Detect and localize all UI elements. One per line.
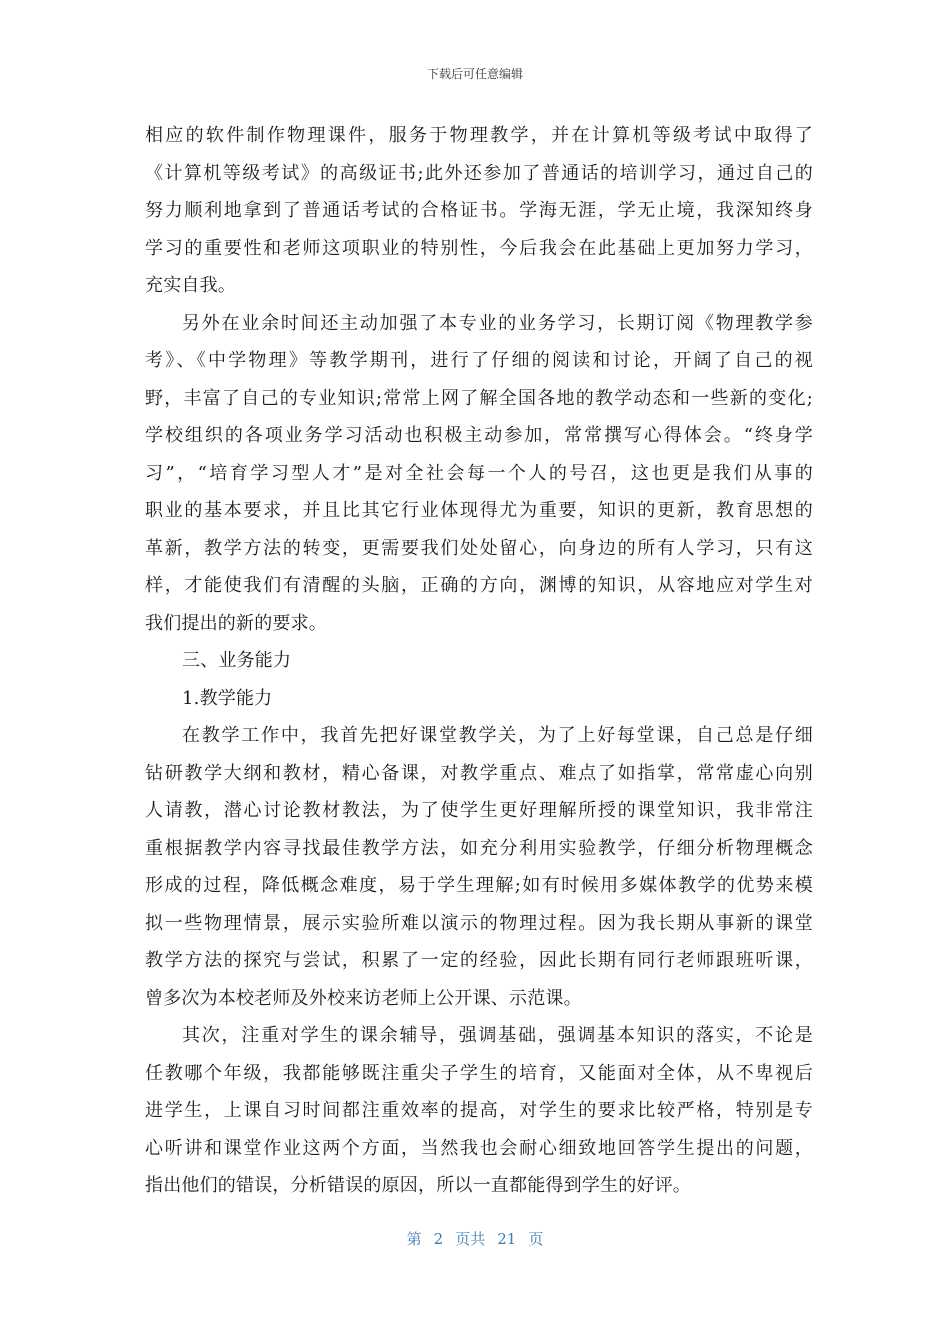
text-line: 指出他们的错误，分析错误的原因，所以一直都能得到学生的好评。 bbox=[145, 1175, 691, 1196]
text-line: 习”，“培育学习型人才”是对全社会每一个人的号召，这也更是我们从事的 bbox=[145, 462, 813, 484]
text-line: 《计算机等级考试》的高级证书;此外还参加了普通话的培训学习，通过自己的 bbox=[145, 162, 813, 184]
text-line: 人请教，潜心讨论教材教法，为了使学生更好理解所授的课堂知识，我非常注 bbox=[145, 800, 813, 821]
text-line: 我们提出的新的要求。 bbox=[145, 612, 327, 634]
footer-suffix: 页 bbox=[528, 1230, 544, 1248]
text-line: 学校组织的各项业务学习活动也积极主动参加，常常撰写心得体会。“终身学 bbox=[145, 425, 813, 446]
text-line: 革新，教学方法的转变，更需要我们处处留心，向身边的所有人学习，只有这 bbox=[145, 537, 813, 559]
text-line: 1.教学能力 bbox=[182, 687, 273, 709]
text-line: 样，才能使我们有清醒的头脑，正确的方向，渊博的知识，从容地应对学生对 bbox=[145, 575, 813, 596]
text-line: 心听讲和课堂作业这两个方面，当然我也会耐心细致地回答学生提出的问题， bbox=[145, 1137, 813, 1159]
text-line: 钻研教学大纲和教材，精心备课，对教学重点、难点了如指掌，常常虚心向别 bbox=[145, 762, 813, 784]
text-line: 三、业务能力 bbox=[182, 650, 292, 671]
text-line: 曾多次为本校老师及外校来访老师上公开课、示范课。 bbox=[145, 987, 582, 1009]
text-line: 其次，注重对学生的课余辅导，强调基础，强调基本知识的落实，不论是 bbox=[182, 1025, 813, 1046]
footer-prefix: 第 bbox=[406, 1230, 422, 1248]
text-line: 教学方法的探究与尝试，积累了一定的经验，因此长期有同行老师跟班听课， bbox=[145, 950, 813, 971]
text-line: 学习的重要性和老师这项职业的特别性，今后我会在此基础上更加努力学习， bbox=[145, 237, 813, 259]
text-line: 考》、《中学物理》等教学期刊，进行了仔细的阅读和讨论，开阔了自己的视 bbox=[145, 350, 813, 371]
page-header: 下载后可任意编辑 bbox=[426, 67, 523, 81]
text-line: 努力顺利地拿到了普通话考试的合格证书。学海无涯，学无止境，我深知终身 bbox=[145, 200, 813, 221]
text-line: 职业的基本要求，并且比其它行业体现得尤为重要，知识的更新，教育思想的 bbox=[145, 500, 813, 521]
text-line: 在教学工作中，我首先把好课堂教学关，为了上好每堂课，自己总是仔细 bbox=[182, 725, 813, 746]
text-line: 相应的软件制作物理课件，服务于物理教学，并在计算机等级考试中取得了 bbox=[145, 125, 813, 146]
footer-middle: 页共 bbox=[455, 1230, 486, 1248]
text-line: 重根据教学内容寻找最佳教学方法，如充分利用实验教学，仔细分析物理概念 bbox=[145, 837, 813, 859]
text-line: 野，丰富了自己的专业知识;常常上网了解全国各地的教学动态和一些新的变化; bbox=[145, 387, 813, 409]
text-line: 拟一些物理情景，展示实验所难以演示的物理过程。因为我长期从事新的课堂 bbox=[145, 912, 813, 934]
text-line: 另外在业余时间还主动加强了本专业的业务学习，长期订阅《物理教学参 bbox=[182, 312, 813, 334]
text-line: 进学生，上课自习时间都注重效率的提高，对学生的要求比较严格，特别是专 bbox=[145, 1100, 813, 1121]
document-body bbox=[145, 117, 813, 1205]
text-line: 任教哪个年级，我都能够既注重尖子学生的培育，又能面对全体，从不卑视后 bbox=[145, 1062, 813, 1084]
text-line: 形成的过程，降低概念难度，易于学生理解;如有时候用多媒体教学的优势来模 bbox=[145, 875, 813, 896]
text-line: 充实自我。 bbox=[145, 275, 236, 296]
footer-total-pages: 21 bbox=[497, 1230, 517, 1248]
footer-current-page: 2 bbox=[433, 1230, 444, 1248]
page-footer bbox=[0, 1229, 950, 1249]
